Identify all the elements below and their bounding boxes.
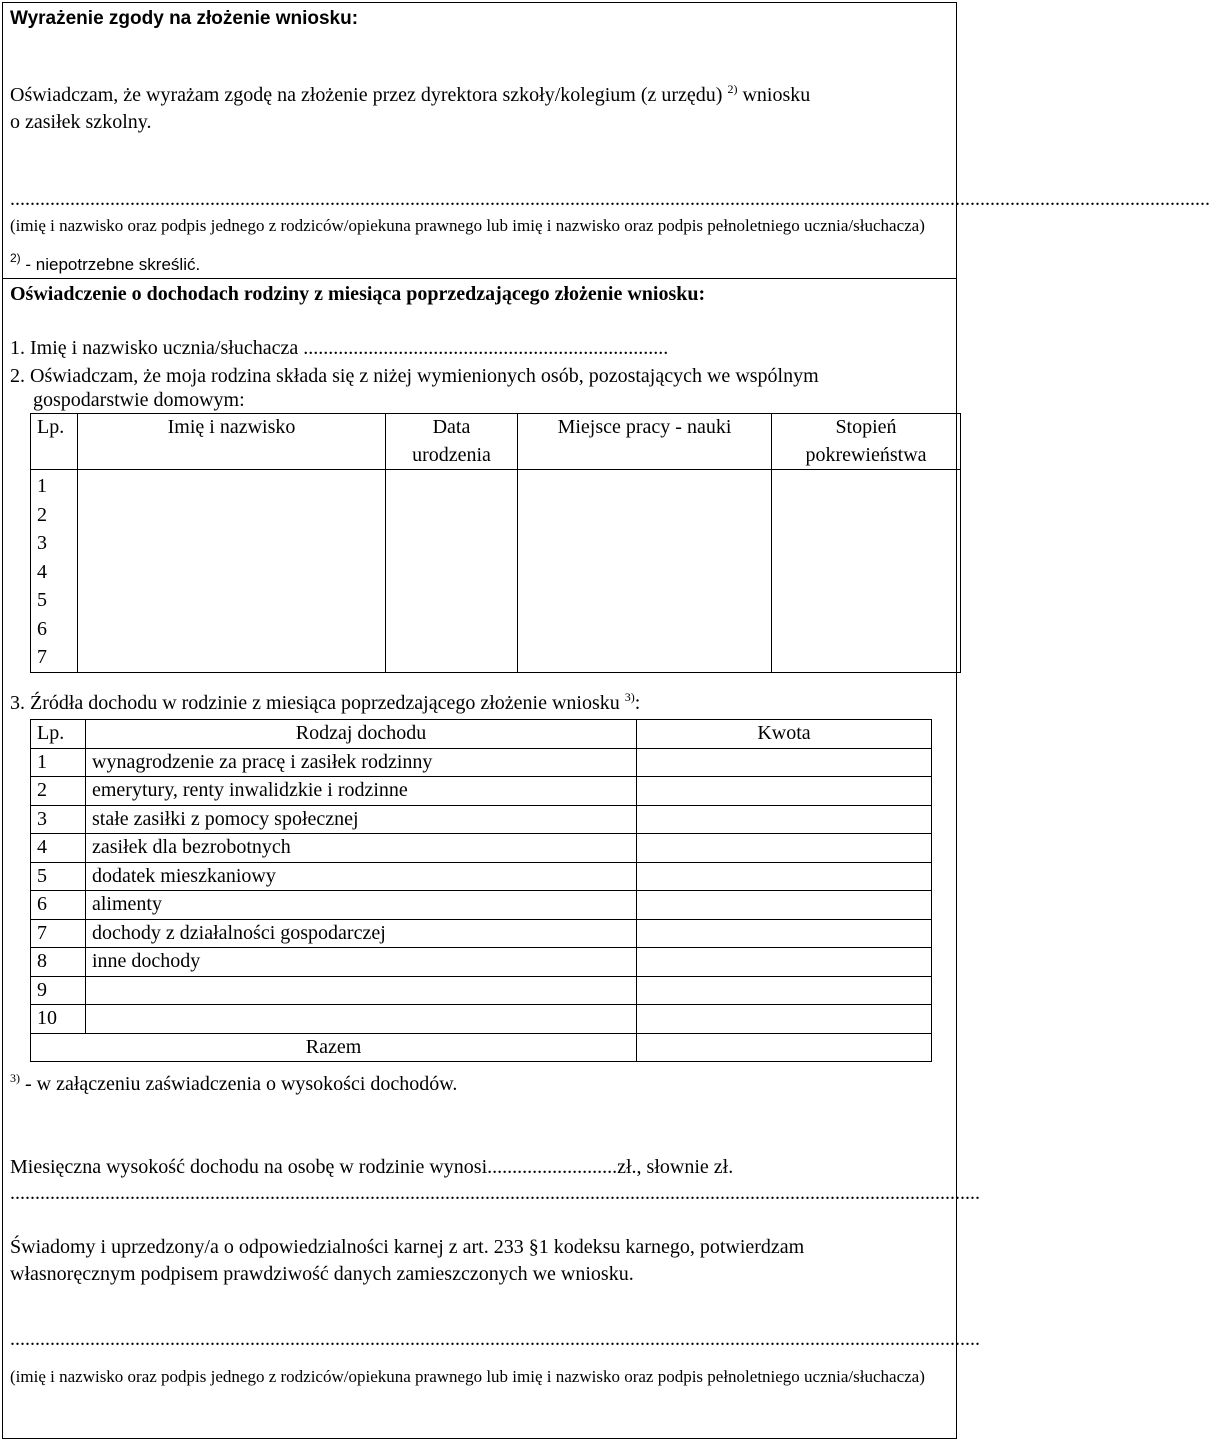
- sources-header-type: Rodzaj dochodu: [86, 720, 637, 749]
- income-footnote-text: - w załączeniu zaświadczenia o wysokości dochodów.: [25, 1073, 458, 1095]
- sources-total-row: [31, 1033, 932, 1062]
- consent-statement-line2: o zasiłek szkolny.: [10, 111, 152, 133]
- declaration-signature-line[interactable]: ..................................................................................................................................................................................................: [10, 1328, 980, 1350]
- declaration-line2: własnoręcznym podpisem prawdziwość danych zamieszczonych we wniosku.: [10, 1263, 634, 1285]
- declaration-signature-caption: (imię i nazwisko oraz podpis jednego z rodziców/opiekuna prawnego lub imię i nazwisko oraz podpis pełnoletniego ucznia/słuchacza): [10, 1367, 925, 1386]
- header-lp: Lp.: [31, 414, 78, 470]
- family-relationship-cell[interactable]: [772, 470, 961, 673]
- family-lp-column: [31, 470, 78, 673]
- sources-row-lp: 9: [31, 976, 86, 1005]
- sources-row-lp: 7: [31, 919, 86, 948]
- header-birthdate-l2: urodzenia: [412, 443, 491, 466]
- family-workplace-cell[interactable]: [518, 470, 772, 673]
- sources-row-lp: 2: [31, 777, 86, 806]
- family-row-lp: 3: [37, 532, 47, 554]
- sources-row-amount[interactable]: [637, 976, 932, 1005]
- family-birthdate-cell[interactable]: [386, 470, 518, 673]
- sources-row-lp: 1: [31, 748, 86, 777]
- sources-row-lp: 10: [31, 1005, 86, 1034]
- sources-row-label: wynagrodzenie za pracę i zasiłek rodzinny: [86, 748, 637, 777]
- family-row-lp: 1: [37, 475, 47, 497]
- family-name-cell[interactable]: [78, 470, 386, 673]
- sources-row-lp: 5: [31, 862, 86, 891]
- sources-header-lp: Lp.: [31, 720, 86, 749]
- header-name: Imię i nazwisko: [78, 414, 386, 470]
- monthly-income-words-line[interactable]: ..................................................................................................................................................................................................: [10, 1182, 980, 1204]
- consent-signature-caption: (imię i nazwisko oraz podpis jednego z rodziców/opiekuna prawnego lub imię i nazwisko oraz podpis pełnoletniego ucznia/słuchacza): [10, 216, 925, 235]
- sources-header-row: [31, 720, 932, 749]
- family-row-lp: 4: [37, 560, 47, 583]
- header-relationship-l1: Stopień: [835, 416, 897, 438]
- family-statement: 2. Oświadczam, że moja rodzina składa się z niżej wymienionych osób, pozostających we wspólnym: [10, 365, 819, 387]
- footnote-ref-3: 3): [624, 690, 635, 704]
- consent-signature-line[interactable]: ................................................................................................................................................................................................................................................: [10, 188, 1210, 210]
- sources-total-label: Razem: [31, 1033, 637, 1062]
- consent-statement-text: Oświadczam, że wyrażam zgodę na złożenie przez dyrektora szkoły/kolegium (z urzędu): [10, 84, 723, 106]
- sources-row-label: dodatek mieszkaniowy: [86, 862, 637, 891]
- family-statement-line2: gospodarstwie domowym:: [33, 389, 245, 411]
- sources-row-label: stałe zasiłki z pomocy społecznej: [86, 805, 637, 834]
- section-divider: [2, 278, 957, 279]
- sources-row-amount[interactable]: [637, 1005, 932, 1034]
- sources-row-amount[interactable]: [637, 919, 932, 948]
- income-sources-table: [30, 719, 932, 1062]
- sources-row-label: emerytury, renty inwalidzkie i rodzinne: [86, 777, 637, 806]
- consent-statement: [10, 84, 810, 107]
- sources-row-label: zasiłek dla bezrobotnych: [86, 834, 637, 863]
- family-row-lp: 6: [37, 617, 47, 640]
- sources-header-amount: Kwota: [637, 720, 932, 749]
- sources-row-label: [86, 1005, 637, 1034]
- sources-row: [31, 1005, 932, 1034]
- sources-row: [31, 805, 932, 834]
- sources-row-amount[interactable]: [637, 862, 932, 891]
- income-sources-text: 3. Źródła dochodu w rodzinie z miesiąca poprzedzającego złożenie wniosku: [10, 692, 620, 714]
- consent-footnote-text: - niepotrzebne skreślić.: [25, 255, 201, 274]
- consent-heading: Wyrażenie zgody na złożenie wniosku:: [10, 8, 359, 29]
- sources-total-amount[interactable]: [637, 1033, 932, 1062]
- footnote-ref-2: 2): [727, 82, 738, 96]
- sources-row-amount[interactable]: [637, 834, 932, 863]
- family-row-lp: 2: [37, 503, 47, 526]
- sources-row: [31, 919, 932, 948]
- family-table-body: [31, 470, 961, 673]
- sources-row: [31, 976, 932, 1005]
- sources-row-label: inne dochody: [86, 948, 637, 977]
- footnote-mark-3: 3): [10, 1071, 20, 1085]
- header-birthdate: [386, 414, 518, 470]
- sources-row-lp: 6: [31, 891, 86, 920]
- declaration-line1: Świadomy i uprzedzony/a o odpowiedzialności karnej z art. 233 §1 kodeksu karnego, potwierdzam: [10, 1236, 805, 1258]
- family-row-lp: 7: [37, 646, 47, 668]
- sources-row-amount[interactable]: [637, 748, 932, 777]
- header-relationship: [772, 414, 961, 470]
- sources-row: [31, 948, 932, 977]
- sources-row-amount[interactable]: [637, 891, 932, 920]
- sources-row-label: [86, 976, 637, 1005]
- sources-row-amount[interactable]: [637, 805, 932, 834]
- sources-row-lp: 8: [31, 948, 86, 977]
- family-table: [30, 413, 961, 673]
- income-footnote: [10, 1073, 457, 1096]
- income-sources-colon: :: [634, 692, 641, 714]
- footnote-mark-2: 2): [10, 251, 21, 265]
- monthly-income-line[interactable]: Miesięczna wysokość dochodu na osobę w rodzinie wynosi..........................zł., słownie zł.: [10, 1156, 734, 1178]
- income-sources-heading: [10, 692, 640, 715]
- sources-row-lp: 4: [31, 834, 86, 863]
- sources-row-lp: 3: [31, 805, 86, 834]
- sources-row: [31, 777, 932, 806]
- family-row-lp: 5: [37, 589, 47, 611]
- sources-row-amount[interactable]: [637, 948, 932, 977]
- sources-row: [31, 748, 932, 777]
- header-birthdate-l1: Data: [432, 416, 471, 438]
- family-table-header: [31, 414, 961, 470]
- income-heading: Oświadczenie o dochodach rodziny z miesiąca poprzedzającego złożenie wniosku:: [10, 283, 706, 305]
- consent-statement-end: wniosku: [742, 84, 811, 106]
- sources-row-label: alimenty: [86, 891, 637, 920]
- sources-row: [31, 862, 932, 891]
- sources-row-label: dochody z działalności gospodarczej: [86, 919, 637, 948]
- header-relationship-l2: pokrewieństwa: [805, 443, 927, 466]
- sources-row: [31, 891, 932, 920]
- consent-footnote: [10, 251, 201, 275]
- sources-row-amount[interactable]: [637, 777, 932, 806]
- header-workplace: Miejsce pracy - nauki: [518, 414, 772, 470]
- sources-row: [31, 834, 932, 863]
- student-name-field[interactable]: 1. Imię i nazwisko ucznia/słuchacza .........................................................................: [10, 337, 669, 359]
